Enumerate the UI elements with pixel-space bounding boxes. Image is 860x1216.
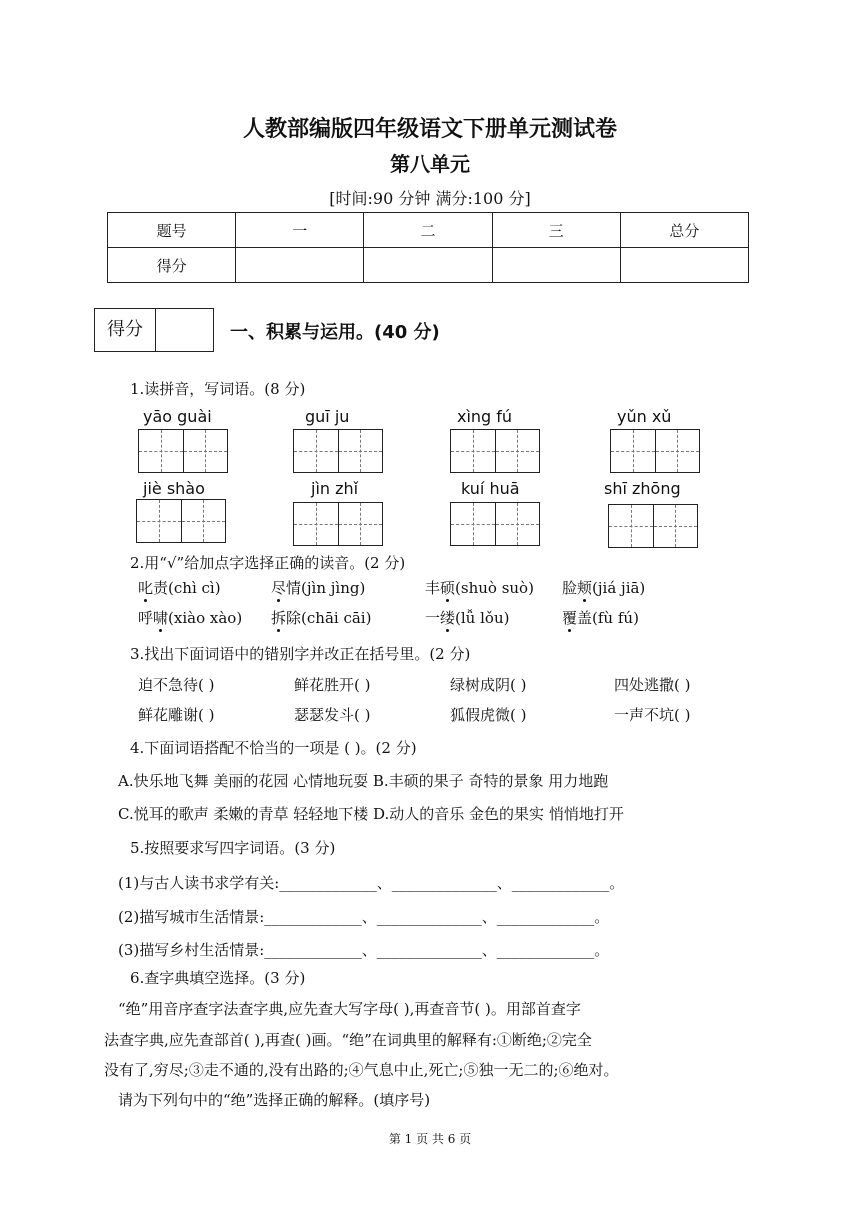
score-input-cell[interactable] xyxy=(492,248,620,283)
section-score-box xyxy=(94,308,214,352)
reading-item[interactable]: 脸颊(jiá jiā) xyxy=(562,579,646,597)
fill-in-line[interactable]: (2)描写城市生活情景:_____________、______________、_____________。 xyxy=(118,908,610,926)
correction-item[interactable]: 迫不急待( ) xyxy=(138,676,215,694)
pinyin-label: jiè shào xyxy=(143,479,205,498)
pinyin-label: kuí huā xyxy=(461,479,520,498)
pinyin-label: guī ju xyxy=(305,407,350,426)
paragraph-line: 法查字典,应先查部首( ),再查( )画。“绝”在词典里的解释有:①断绝;②完全 xyxy=(104,1031,592,1049)
page-footer: 第 1 页 共 6 页 xyxy=(388,1132,472,1146)
question-6-title: 6.查字典填空选择。(3 分) xyxy=(130,969,306,987)
writing-grid[interactable] xyxy=(293,502,383,546)
question-5-title: 5.按照要求写四字词语。(3 分) xyxy=(130,839,336,857)
writing-grid[interactable] xyxy=(610,429,700,473)
document-title: 人教部编版四年级语文下册单元测试卷 xyxy=(242,117,617,142)
section-title: 一、积累与运用。(40 分) xyxy=(230,322,440,343)
choice-line[interactable]: A.快乐地飞舞 美丽的花园 心情地玩耍 B.丰硕的果子 奇特的景象 用力地跑 xyxy=(118,772,609,790)
score-table xyxy=(107,212,749,283)
score-input-cell[interactable] xyxy=(620,248,748,283)
reading-item[interactable]: 一缕(lǚ lǒu) xyxy=(425,609,510,627)
correction-item[interactable]: 鲜花雕谢( ) xyxy=(138,706,215,724)
writing-grid[interactable] xyxy=(138,429,228,473)
pinyin-label: yāo guài xyxy=(143,407,212,426)
writing-grid[interactable] xyxy=(450,502,540,546)
reading-item[interactable]: 丰硕(shuò suò) xyxy=(425,579,534,597)
fill-in-line[interactable]: (1)与古人读书求学有关:_____________、______________、_____________。 xyxy=(118,874,625,892)
writing-grid[interactable] xyxy=(136,499,226,543)
reading-item[interactable]: 呼啸(xiào xào) xyxy=(138,609,243,627)
score-cell: 题号 xyxy=(108,213,236,248)
choice-line[interactable]: C.悦耳的歌声 柔嫩的青草 轻轻地下楼 D.动人的音乐 金色的果实 悄悄地打开 xyxy=(118,805,624,823)
reading-item[interactable]: 叱责(chì cì) xyxy=(138,579,221,597)
paragraph-line: 没有了,穷尽;③走不通的,没有出路的;④气息中止,死亡;⑤独一无二的;⑥绝对。 xyxy=(104,1061,619,1079)
score-cell: 三 xyxy=(492,213,620,248)
section-score-label: 得分 xyxy=(95,309,156,351)
score-cell: 总分 xyxy=(620,213,748,248)
writing-grid[interactable] xyxy=(450,429,540,473)
reading-item[interactable]: 覆盖(fù fú) xyxy=(562,609,639,627)
score-table-score-row xyxy=(108,248,749,283)
correction-item[interactable]: 绿树成阴( ) xyxy=(450,676,527,694)
reading-item[interactable]: 拆除(chāi cāi) xyxy=(271,609,372,627)
writing-grid[interactable] xyxy=(608,504,698,548)
pinyin-label: yǔn xǔ xyxy=(617,407,672,426)
paragraph-line: 请为下列句中的“绝”选择正确的解释。(填序号) xyxy=(118,1091,431,1109)
correction-item[interactable]: 狐假虎微( ) xyxy=(450,706,527,724)
score-table-header-row xyxy=(108,213,749,248)
time-info: [时间:90 分钟 满分:100 分] xyxy=(329,189,531,208)
correction-item[interactable]: 鲜花胜开( ) xyxy=(294,676,371,694)
unit-subtitle: 第八单元 xyxy=(390,152,470,176)
pinyin-label: xìng fú xyxy=(457,407,513,426)
score-cell: 一 xyxy=(236,213,364,248)
pinyin-label: jìn zhǐ xyxy=(311,479,359,498)
correction-item[interactable]: 一声不坑( ) xyxy=(614,706,691,724)
correction-item[interactable]: 四处逃撒( ) xyxy=(614,676,691,694)
reading-item[interactable]: 尽情(jìn jìng) xyxy=(271,579,366,597)
writing-grid[interactable] xyxy=(293,429,383,473)
score-input-cell[interactable] xyxy=(236,248,364,283)
pinyin-label: shī zhōng xyxy=(604,479,681,498)
question-1-title: 1.读拼音，写词语。(8 分) xyxy=(130,380,306,398)
score-input-cell[interactable] xyxy=(364,248,492,283)
correction-item[interactable]: 瑟瑟发斗( ) xyxy=(294,706,371,724)
paragraph-line: “绝”用音序查字法查字典,应先查大写字母( ),再查音节( )。用部首查字 xyxy=(118,1000,581,1018)
question-2-title: 2.用“√”给加点字选择正确的读音。(2 分) xyxy=(130,554,406,572)
question-3-title: 3.找出下面词语中的错别字并改正在括号里。(2 分) xyxy=(130,645,471,663)
score-cell: 得分 xyxy=(108,248,236,283)
question-4-title: 4.下面词语搭配不恰当的一项是 ( )。(2 分) xyxy=(130,739,417,757)
fill-in-line[interactable]: (3)描写乡村生活情景:_____________、______________、_____________。 xyxy=(118,941,610,959)
score-cell: 二 xyxy=(364,213,492,248)
